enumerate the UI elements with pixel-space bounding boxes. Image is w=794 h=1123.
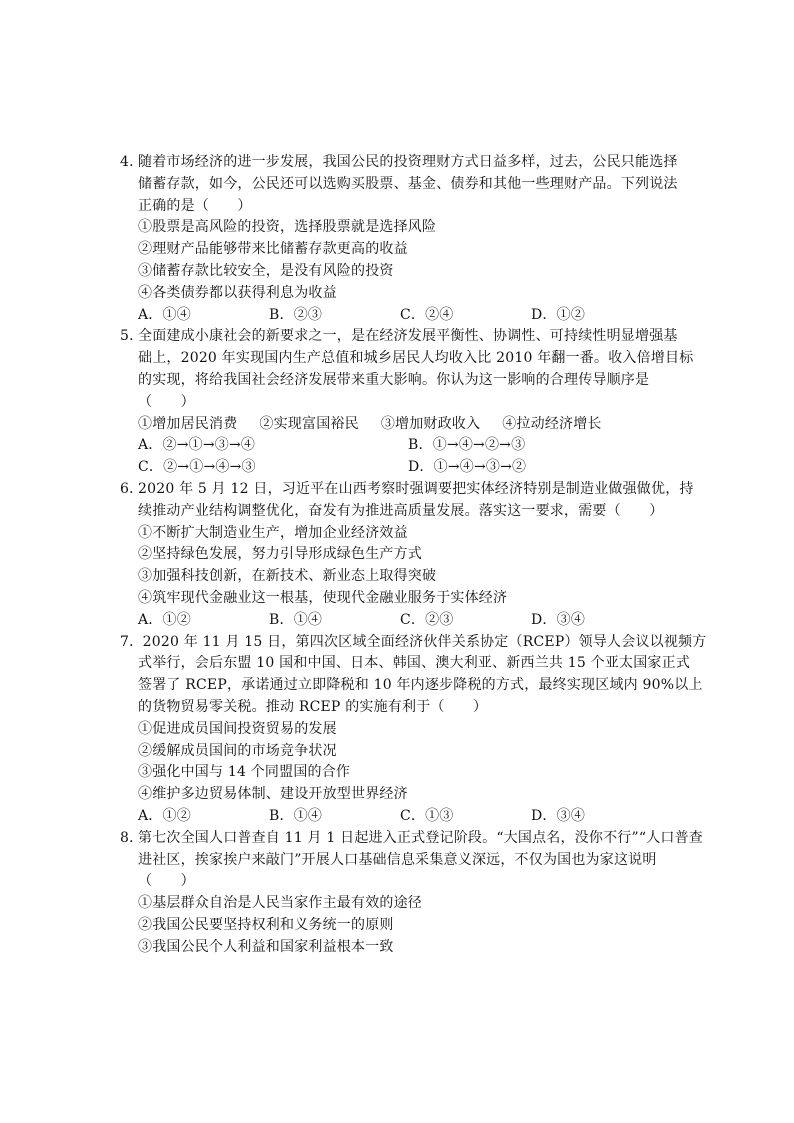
- question-6: [120, 479, 694, 632]
- inline-choice: ①增加居民消费: [138, 415, 238, 432]
- question-stem-line: 式举行，会后东盟 10 国和中国、日本、韩国、澳大利亚、新西兰共 15 个亚太国家正式: [138, 655, 691, 672]
- option-b[interactable]: B．①④: [269, 807, 323, 824]
- inline-choices: [120, 414, 680, 436]
- option-d[interactable]: D．①②: [531, 306, 586, 323]
- question-list: [120, 152, 707, 958]
- question-number: 4．: [120, 154, 144, 170]
- question-number: 8．: [120, 829, 144, 846]
- question-stem-line: 续推动产业结构调整优化，奋发有为推进高质量发展。落实这一要求，需要（ ）: [138, 502, 664, 519]
- answer-options-row-2: [120, 457, 680, 479]
- statement-item: ①股票是高风险的投资，选择股票就是选择风险: [138, 219, 437, 236]
- option-d[interactable]: D．③④: [531, 611, 586, 628]
- option-d[interactable]: D．③④: [531, 807, 586, 824]
- option-b[interactable]: B．①→④→②→③: [408, 437, 526, 454]
- option-a[interactable]: A．①④: [138, 306, 191, 323]
- statement-item: ③储蓄存款比较安全，是没有风险的投资: [138, 262, 394, 279]
- statement-item: ③加强科技创新，在新技术、新业态上取得突破: [138, 568, 437, 585]
- option-a[interactable]: A．①②: [138, 611, 191, 628]
- question-number: 7．: [120, 633, 144, 650]
- answer-options: [120, 610, 680, 632]
- option-a[interactable]: A．①②: [138, 807, 191, 824]
- inline-choice: ③增加财政收入: [380, 415, 481, 432]
- statement-item: ①基层群众自治是人民当家作主最有效的途径: [138, 895, 422, 912]
- statement-item: ②理财产品能够带来比储蓄存款更高的收益: [138, 241, 408, 258]
- statement-item: ③我国公民个人利益和国家利益根本一致: [138, 938, 394, 955]
- option-a[interactable]: A．②→①→③→④: [138, 437, 256, 454]
- question-stem-line: 第七次全国人口普查自 11 月 1 日起进入正式登记阶段。“大国点名，没你不行”“人口普查: [138, 829, 703, 846]
- question-stem-line: 随着市场经济的进一步发展，我国公民的投资理财方式日益多样，过去，公民只能选择: [138, 154, 678, 170]
- question-stem-line: 2020 年 5 月 12 日，习近平在山西考察时强调要把实体经济特别是制造业做强做优，持: [138, 480, 694, 497]
- option-c[interactable]: C．②④: [400, 306, 454, 323]
- question-stem-line: 签署了 RCEP，承诺通过立即降税和 10 年内逐步降税的方式，最终实现区域内 90%以上: [138, 677, 703, 694]
- answer-options-row-1: [120, 435, 680, 457]
- answer-options: [120, 806, 680, 828]
- question-stem-line: 储蓄存款，如今，公民还可以选购买股票、基金、债券和其他一些理财产品。下列说法: [138, 175, 678, 192]
- statement-item: ④筑牢现代金融业这一根基，使现代金融业服务于实体经济: [138, 589, 508, 606]
- question-stem-line: （ ）: [138, 873, 195, 890]
- option-b[interactable]: B．②③: [269, 306, 323, 323]
- inline-choice: ②实现富国裕民: [259, 415, 359, 432]
- question-stem-line: 础上，2020 年实现国内生产总值和城乡居民人均收入比 2010 年翻一番。收入倍增目标: [138, 350, 694, 367]
- option-d[interactable]: D．①→④→③→②: [408, 459, 527, 476]
- question-stem-line: 的货物贸易零关税。推动 RCEP 的实施有利于（ ）: [138, 698, 488, 715]
- statement-item: ④各类债券都以获得利息为收益: [138, 284, 337, 301]
- question-stem-line: （ ）: [138, 393, 195, 410]
- question-stem-line: 全面建成小康社会的新要求之一，是在经济发展平衡性、协调性、可持续性明显增强基: [138, 328, 678, 345]
- answer-options: [120, 305, 680, 327]
- statement-item: ②我国公民要坚持权利和义务统一的原则: [138, 916, 394, 933]
- question-stem-line: 2020 年 11 月 15 日，第四次区域全面经济伙伴关系协定（RCEP）领导人会议以视频方: [138, 633, 707, 650]
- option-c[interactable]: C．②③: [400, 611, 454, 628]
- option-c[interactable]: C．②→①→④→③: [138, 459, 256, 476]
- statement-item: ①促进成员国间投资贸易的发展: [138, 720, 337, 737]
- statement-item: ④维护多边贸易体制、建设开放型世界经济: [138, 786, 408, 803]
- question-number: 5．: [120, 328, 144, 345]
- option-c[interactable]: C．①③: [400, 807, 454, 824]
- question-5: [120, 326, 694, 479]
- statement-item: ①不断扩大制造业生产，增加企业经济效益: [138, 524, 408, 541]
- question-stem-line: 正确的是（ ）: [138, 197, 252, 214]
- question-4: [120, 152, 680, 326]
- statement-item: ③强化中国与 14 个同盟国的合作: [138, 764, 351, 781]
- statement-item: ②坚持绿色发展，努力引导形成绿色生产方式: [138, 546, 422, 563]
- question-stem-line: 的实现，将给我国社会经济发展带来重大影响。你认为这一影响的合理传导顺序是: [138, 371, 650, 388]
- question-8: [120, 828, 703, 959]
- statement-item: ②缓解成员国间的市场竞争状况: [138, 742, 337, 759]
- question-number: 6．: [120, 480, 144, 497]
- question-stem-line: 进社区，挨家挨户来敲门”开展人口基础信息采集意义深远，不仅为国也为家这说明: [138, 851, 657, 868]
- inline-choice: ④拉动经济增长: [502, 415, 602, 432]
- question-7: [120, 632, 707, 828]
- option-b[interactable]: B．①④: [269, 611, 323, 628]
